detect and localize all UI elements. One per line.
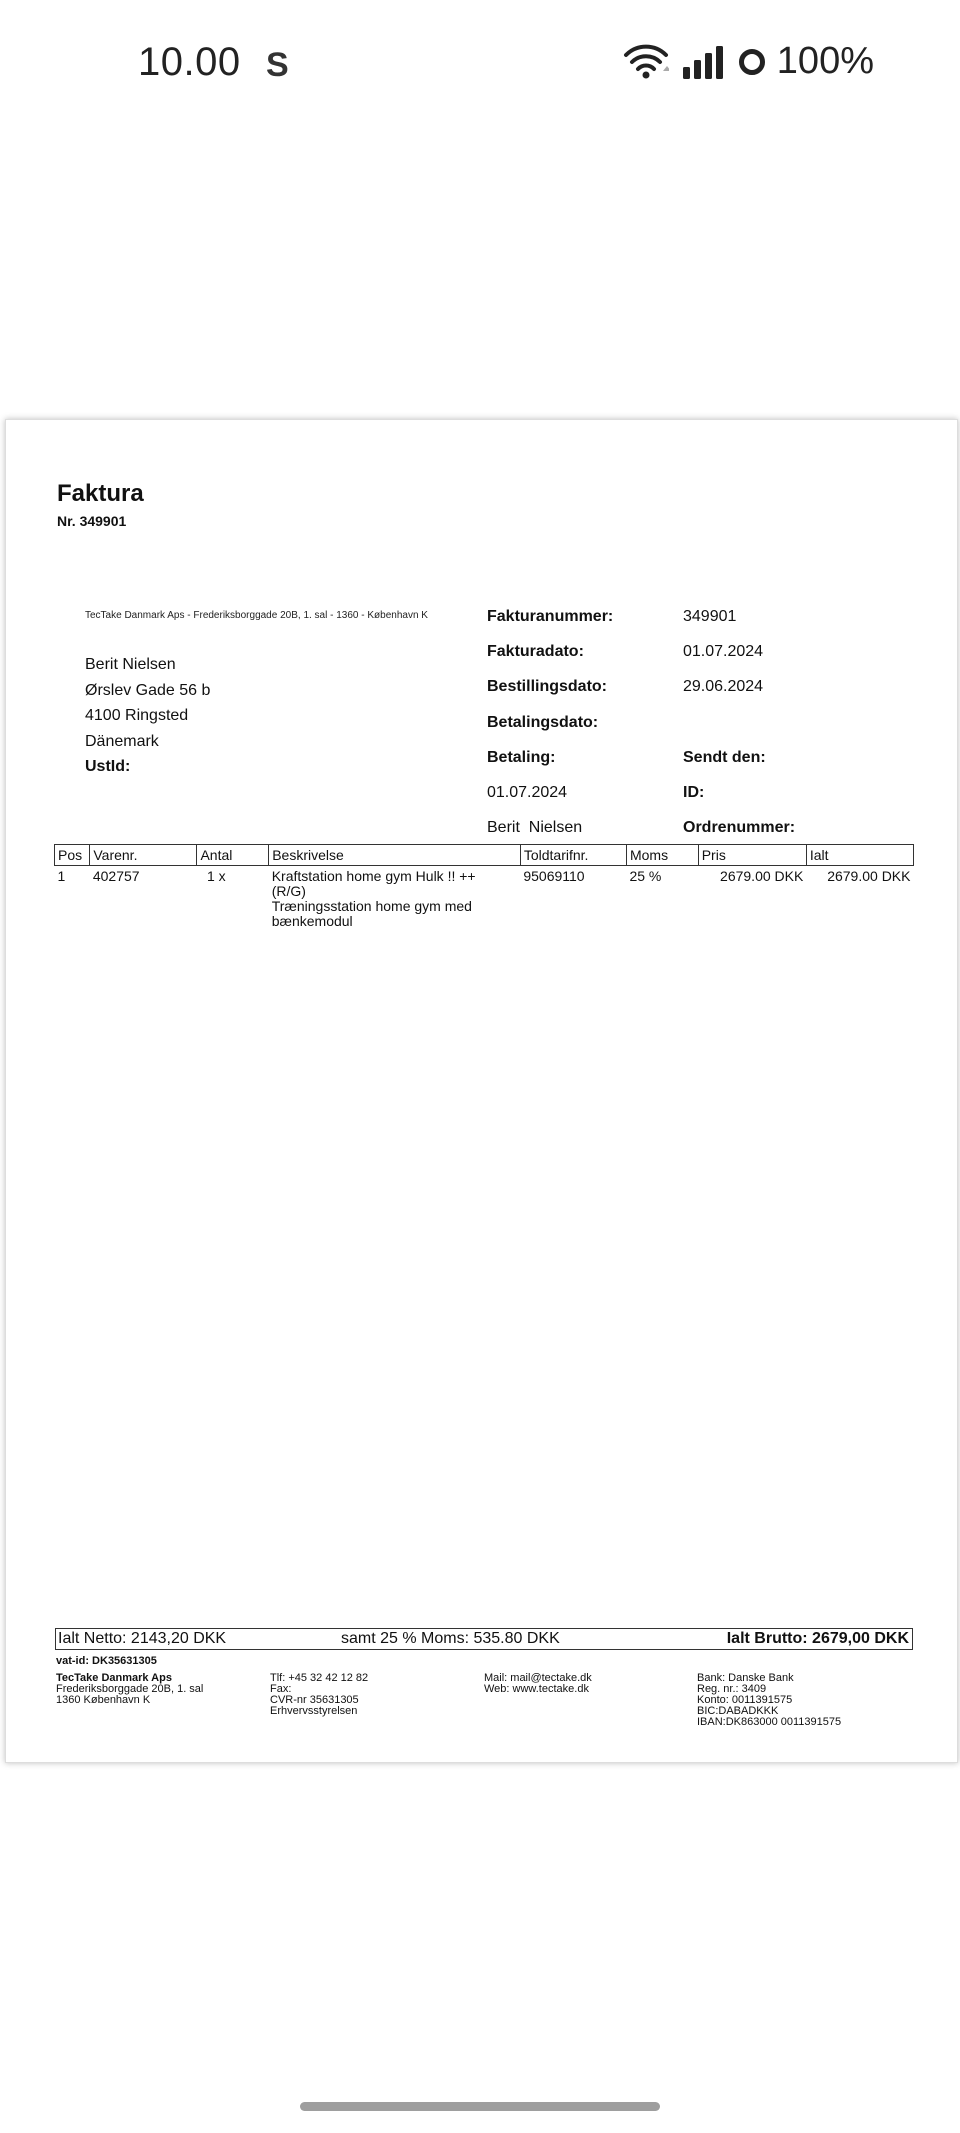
betaling-label: Betaling: [487, 749, 556, 766]
total-netto: Ialt Netto: 2143,20 DKK [58, 1630, 227, 1647]
cell-toldtarif: 95069110 [523, 868, 585, 884]
cell-antal: 1 x [206, 868, 226, 884]
footer-company [56, 1673, 203, 1706]
footer-contact [270, 1673, 368, 1717]
description-line: Kraftstation home gym Hulk !! ++ [271, 868, 476, 884]
wifi-icon [623, 43, 669, 81]
ring-icon [739, 49, 765, 75]
bestillingsdato-label: Bestillingsdato: [487, 678, 608, 695]
footer-line: BIC:DABADKKK [697, 1705, 779, 1717]
column-header: Antal [197, 845, 269, 866]
footer-bank [697, 1673, 841, 1728]
column-header: Moms [626, 845, 698, 866]
cell-varenr: 402757 [92, 868, 140, 884]
bestillingsdato-value: 29.06.2024 [683, 678, 764, 695]
footer-line: IBAN:DK863000 0011391575 [697, 1716, 842, 1728]
sendt-label: Sendt den: [683, 749, 766, 766]
home-indicator[interactable] [300, 2102, 660, 2111]
footer-mail: Mail: mail@tectake.dk [484, 1672, 592, 1684]
invoice-page [5, 419, 958, 1763]
fakturadato-value: 01.07.2024 [683, 643, 764, 660]
description-line: bænkemodul [271, 913, 353, 929]
total-moms: samt 25 % Moms: 535.80 DKK [341, 1630, 560, 1647]
description-line: Træningsstation home gym med [271, 898, 472, 914]
cell-pris: 2679.00 DKK [720, 868, 804, 884]
table-header-row [55, 845, 914, 866]
column-header: Pos [55, 845, 90, 866]
betaling-value: 01.07.2024 [487, 784, 568, 801]
recipient-name: Berit Nielsen [85, 656, 176, 673]
vat-id: vat-id: DK35631305 [56, 1655, 157, 1667]
column-header: Toldtarifnr. [520, 845, 626, 866]
footer-line: Tlf: +45 32 42 12 82 [270, 1672, 369, 1684]
description-line: (R/G) [271, 883, 306, 899]
recipient-country: Dänemark [85, 733, 159, 750]
sender-line: TecTake Danmark Aps - Frederiksborggade 20B, 1. sal - 1360 - København K [85, 610, 428, 621]
table-row [55, 866, 914, 933]
footer-line: Erhvervsstyrelsen [270, 1705, 358, 1717]
footer-line: 1360 København K [56, 1694, 151, 1706]
footer-line: Reg. nr.: 3409 [697, 1683, 767, 1695]
footer-line: CVR-nr 35631305 [270, 1694, 359, 1706]
footer-line: Konto: 0011391575 [697, 1694, 793, 1706]
footer-web [484, 1673, 592, 1695]
status-bar [0, 0, 960, 130]
cell-pos: 1 [57, 868, 66, 884]
betalingsdato-label: Betalingsdato: [487, 714, 599, 731]
fakturanummer-value: 349901 [683, 608, 737, 625]
footer-web-link: Web: www.tectake.dk [484, 1683, 589, 1695]
status-icons [623, 40, 874, 83]
ustid-label: UstId: [85, 758, 131, 775]
invoice-title: Faktura [57, 480, 144, 507]
total-brutto: Ialt Brutto: 2679,00 DKK [726, 1630, 909, 1647]
footer-company-name: TecTake Danmark Aps [56, 1672, 172, 1684]
fakturanummer-label: Fakturanummer: [487, 608, 614, 625]
footer-line: Fax: [270, 1683, 292, 1695]
id-label: ID: [683, 784, 705, 801]
column-header: Ialt [806, 845, 913, 866]
cell-moms: 25 % [629, 868, 662, 884]
cell-description [269, 866, 521, 933]
invoice-number-heading: Nr. 349901 [57, 513, 127, 529]
footer-line: Frederiksborggade 20B, 1. sal [56, 1683, 204, 1695]
ordrenummer-label: Ordrenummer: [683, 819, 796, 836]
signal-icon [681, 45, 727, 79]
recipient-street: Ørslev Gade 56 b [85, 682, 211, 699]
fakturadato-label: Fakturadato: [487, 643, 584, 660]
customer-name: Berit Nielsen [487, 819, 583, 836]
battery-percent: 100% [776, 40, 874, 82]
column-header: Varenr. [90, 845, 197, 866]
recipient-city: 4100 Ringsted [85, 707, 189, 724]
status-time: 10.00 [138, 40, 241, 84]
items-table [54, 844, 914, 932]
column-header: Beskrivelse [269, 845, 521, 866]
cell-ialt: 2679.00 DKK [827, 868, 911, 884]
app-notification-icon: S [266, 46, 289, 84]
column-header: Pris [698, 845, 806, 866]
footer-line: Bank: Danske Bank [697, 1672, 794, 1684]
totals-bar [55, 1628, 913, 1650]
